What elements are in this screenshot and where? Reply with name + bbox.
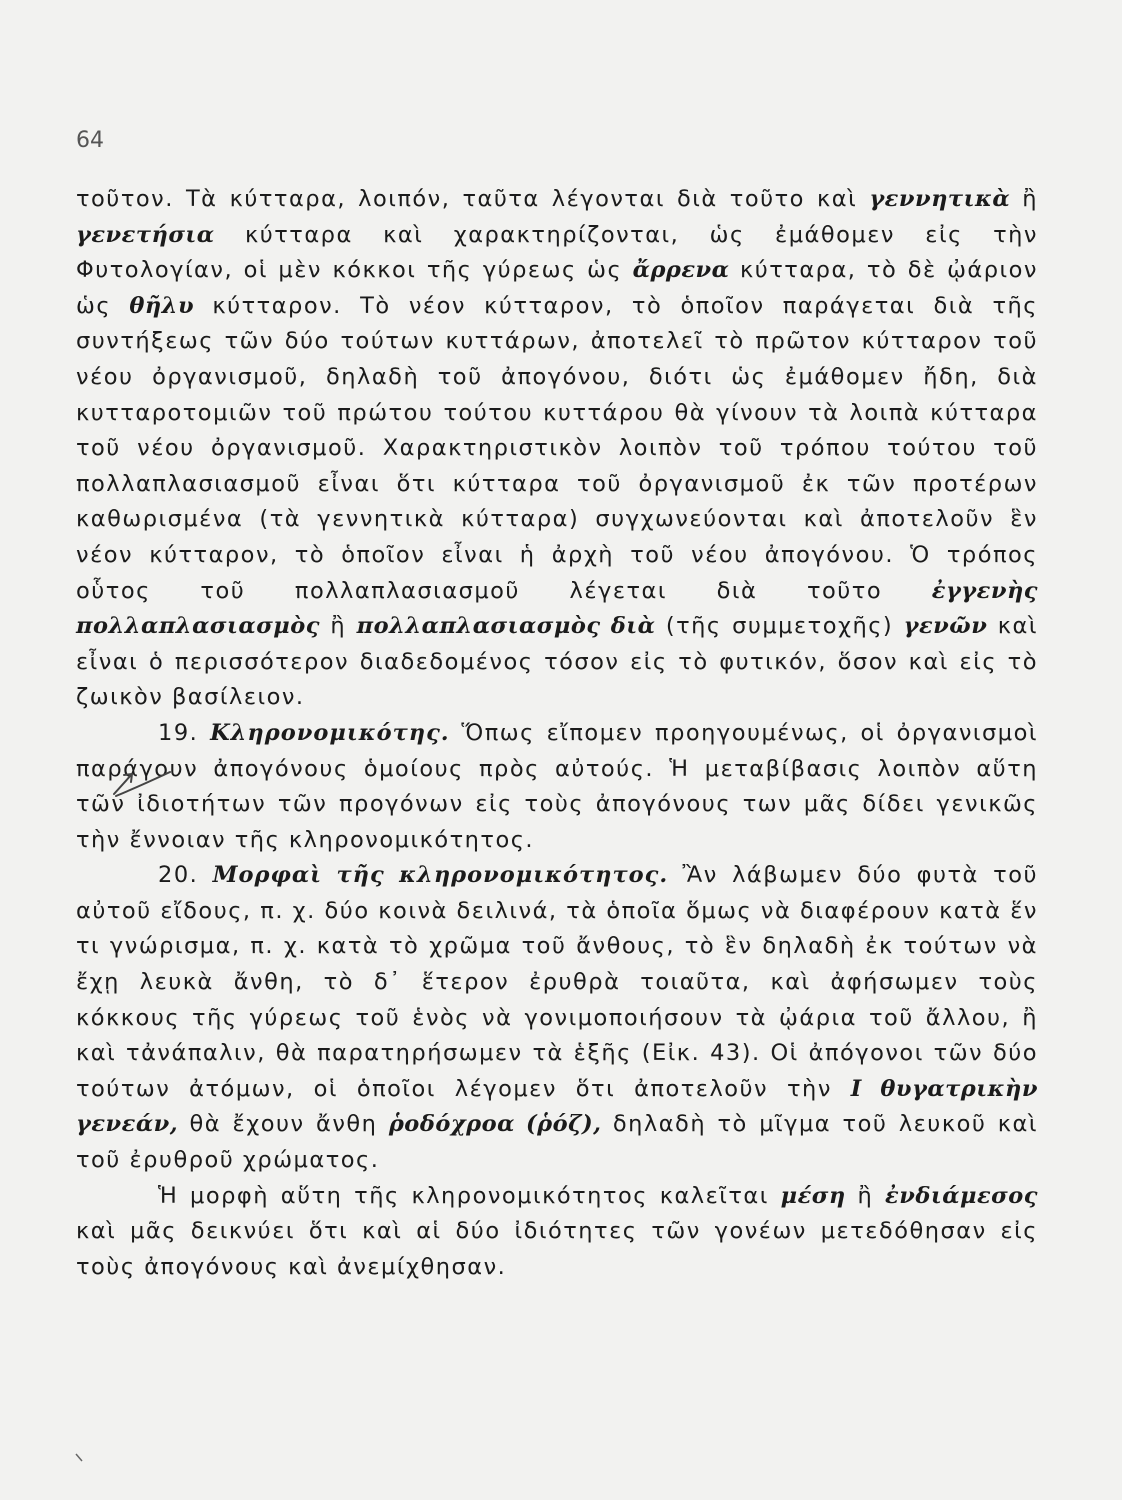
handwritten-arrow-mark	[110, 764, 174, 804]
page-body	[76, 182, 1038, 1285]
text-run: (τῆς συμμετοχῆς)	[655, 613, 904, 640]
text-run: ἢ	[1010, 186, 1038, 212]
emphasis-term: ῥοδόχροα (ῥόζ),	[388, 1111, 602, 1138]
text-run: καὶ εἶναι ὁ περισσότερον διαδεδομένος τόσον εἰς τὸ φυτικόν, ὅσον καὶ εἰς τὸ ζωικὸν βασίλειον.	[76, 613, 1038, 711]
text-run: Ἂν λάβωμεν δύο φυτὰ τοῦ αὐτοῦ εἴδους, π. χ. δύο κοινὰ δειλινά, τὰ ὁποῖα ὅμως νὰ διαφέρουν κατὰ ἕν τι γνώρισμα, π. χ. κατὰ τὸ χρῶμα τοῦ ἄνθους, τὸ ἓν δηλαδὴ ἐκ τούτων νὰ ἔχῃ λευκὰ ἄνθη, τὸ δ᾽ ἕτερον ἐρυθρὰ τοιαῦτα, καὶ ἀφήσωμεν τοὺς κόκκους τῆς γύρεως τοῦ ἑνὸς νὰ γονιμοποιήσουν τὰ ᾠάρια τοῦ ἄλλου, ἢ καὶ τἀνάπαλιν, θὰ παρατηρήσωμεν τὰ ἑξῆς (Εἰκ. 43). Οἱ ἀπόγονοι τῶν δύο τούτων ἀτόμων, οἱ ὁποῖοι λέγομεν ὅτι ἀποτελοῦν τὴν	[76, 862, 1038, 1102]
text-run: Ἡ μορφὴ αὕτη τῆς κληρονομικότητος καλεῖται	[158, 1182, 781, 1209]
section-heading: Μορφαὶ τῆς κληρονομικότητος.	[212, 862, 669, 889]
section-20-forms-of-heredity	[76, 858, 1038, 1178]
text-run: ἢ	[319, 613, 357, 640]
text-run: δηλαδὴ τὸ μῖγμα τοῦ λευκοῦ καὶ τοῦ ἐρυθροῦ χρώματος.	[76, 1111, 1038, 1174]
section-number: 20.	[158, 862, 199, 889]
section-19-heredity	[76, 716, 1038, 858]
emphasis-term: ἐνδιάμεσος	[885, 1182, 1038, 1209]
emphasis-term: γεννητικὰ	[869, 186, 1011, 212]
emphasis-term: I θυγατρικὴν γενεάν,	[76, 1075, 1038, 1138]
emphasis-term: γενετήσια	[76, 221, 215, 248]
text-run: ἢ	[845, 1182, 886, 1209]
page-number: 64	[76, 128, 104, 153]
text-run: κύτταρα, τὸ δὲ ᾠάριον ὡς	[76, 257, 1038, 319]
text-run: καὶ μᾶς δεικνύει ὅτι καὶ αἱ δύο ἰδιότητες τῶν γονέων μετεδόθησαν εἰς τοὺς ἀπογόνους καὶ ἀνεμίχθησαν.	[76, 1218, 1038, 1280]
emphasis-term: πολλαπλασιασμὸς διὰ	[356, 613, 656, 640]
emphasis-term: γενῶν	[903, 613, 988, 640]
section-heading: Κληρονομικότης.	[210, 719, 450, 746]
text-run: κύτταρα καὶ χαρακτηρίζονται, ὡς ἐμάθομεν εἰς τὴν Φυτολογίαν, οἱ μὲν κόκκοι τῆς γύρεως ὡς	[76, 221, 1038, 284]
text-run: θὰ ἔχουν ἄνθη	[178, 1111, 389, 1138]
text-run: κύτταρον. Τὸ νέον κύτταρον, τὸ ὁποῖον παράγεται διὰ τῆς συντήξεως τῶν δύο τούτων κυττάρων, ἀποτελεῖ τὸ πρῶτον κύτταρον τοῦ νέου ὀργανισμοῦ, δηλαδὴ τοῦ ἀπογόνου, διότι ὡς ἐμάθομεν ἤδη, διὰ κυτταροτομιῶν τοῦ πρώτου τούτου κυττάρου θὰ γίνουν τὰ λοιπὰ κύτταρα τοῦ νέου ὀργανισμοῦ. Χαρακτηριστικὸν λοιπὸν τοῦ τρόπου τούτου τοῦ πολλαπλασιασμοῦ εἶναι ὅτι κύτταρα τοῦ ὀργανισμοῦ ἐκ τῶν προτέρων καθωρισμένα (τὰ γεννητικὰ κύτταρα) συγχωνεύονται καὶ ἀποτελοῦν ἓν νέον κύτταρον, τὸ ὁποῖον εἶναι ἡ ἀρχὴ τοῦ νέου ἀπογόνου. Ὁ τρόπος οὗτος τοῦ πολλαπλασιασμοῦ λέγεται διὰ τοῦτο	[76, 292, 1038, 604]
paragraph-cells-reproduction	[76, 182, 1038, 716]
emphasis-term: μέση	[780, 1182, 846, 1209]
text-run: τοῦτον. Τὰ κύτταρα, λοιπόν, ταῦτα λέγονται διὰ τοῦτο καὶ	[76, 186, 870, 212]
emphasis-term: ἄρρενα	[632, 257, 730, 284]
section-number: 19.	[158, 719, 199, 746]
emphasis-term: θῆλυ	[129, 292, 195, 319]
margin-tick-mark	[74, 1452, 86, 1464]
paragraph-intermediate-inheritance	[76, 1179, 1038, 1286]
emphasis-term: ἐγγενὴς πολλαπλασιασμὸς	[76, 577, 1038, 640]
text-run: Ὅπως εἴπομεν προηγουμένως, οἱ ὀργανισμοὶ παράγουν ἀπογόνους ὁμοίους πρὸς αὐτούς. Ἡ μεταβίβασις λοιπὸν αὕτη τῶν ἰδιοτήτων τῶν προγόνων εἰς τοὺς ἀπογόνους των μᾶς δίδει γενικῶς τὴν ἔννοιαν τῆς κληρονομικότητος.	[76, 719, 1038, 853]
